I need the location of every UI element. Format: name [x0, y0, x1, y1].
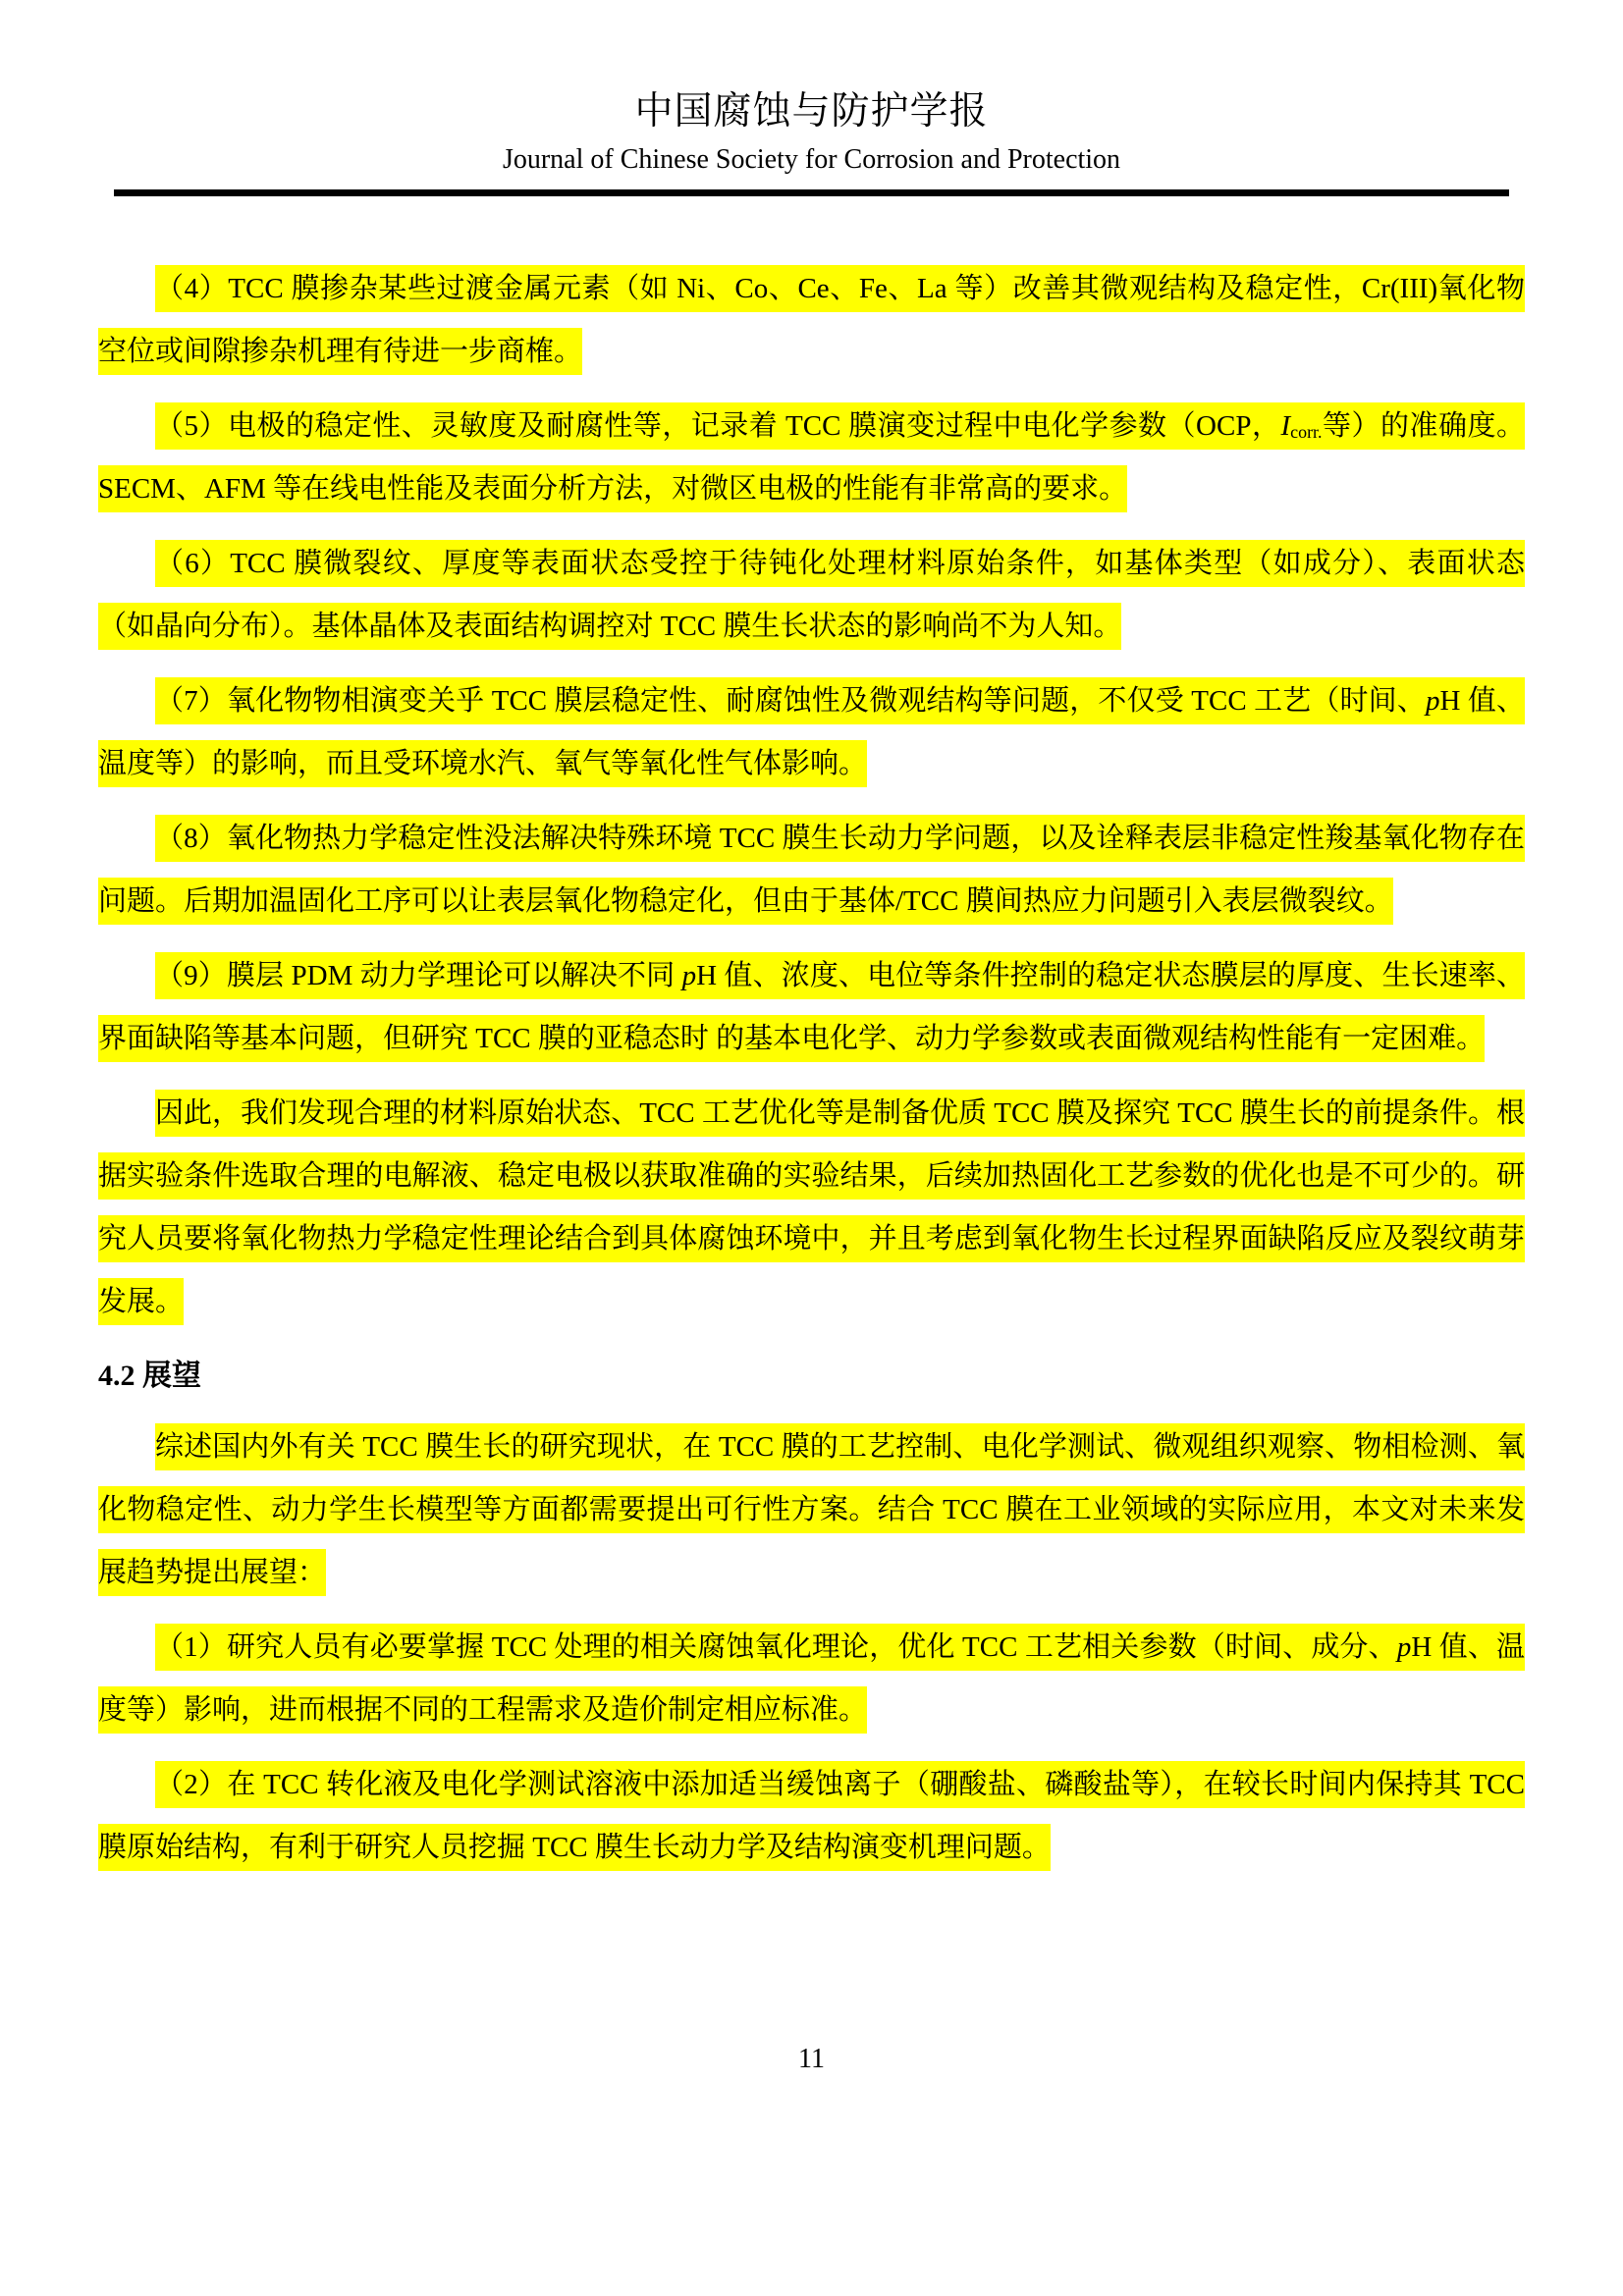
text-segment: H 值、浓度、电位等条件控制的稳定状态膜层的厚度、生长速率、界面缺陷等基本问题，但研究 TCC 膜的亚稳态时 的基本电化学、动力学参数或表面微观结构性能有一定困难。: [98, 960, 1525, 1055]
highlighted-text: [98, 402, 1525, 512]
text-segment: 因此，我们发现合理的材料原始状态、TCC 工艺优化等是制备优质 TCC 膜及探究 TCC 膜生长的前提条件。根据实验条件选取合理的电解液、稳定电极以获取准确的实验结果，后续加热固化工艺参数的优化也是不可少的。研究人员要将氧化物热力学稳定性理论结合到具体腐蚀环境中，并且考虑到氧化物生长过程界面缺陷反应及裂纹萌芽发展。: [98, 1097, 1525, 1318]
highlighted-text: [98, 677, 1525, 787]
highlighted-text: [98, 265, 1525, 375]
page-footer: [0, 2044, 1623, 2075]
highlighted-text: [98, 540, 1525, 650]
text-segment: 综述国内外有关 TCC 膜生长的研究现状，在 TCC 膜的工艺控制、电化学测试、微观组织观察、物相检测、氧化物稳定性、动力学生长模型等方面都需要提出可行性方案。结合 TCC 膜在工业领域的实际应用，本文对未来发展趋势提出展望：: [98, 1431, 1525, 1589]
journal-title-en: Journal of Chinese Society for Corrosion and Protection: [502, 143, 1121, 175]
text-segment: （9）膜层 PDM 动力学理论可以解决不同: [155, 960, 682, 992]
text-segment: （5）电极的稳定性、灵敏度及耐腐性等，记录着 TCC 膜演变过程中电化学参数（OCP，: [155, 410, 1281, 443]
paragraph: [98, 1082, 1525, 1333]
text-segment: p: [1425, 685, 1440, 718]
paragraph: [98, 669, 1525, 795]
highlighted-text: [98, 1761, 1525, 1871]
text-segment: （4）TCC 膜掺杂某些过渡金属元素（如 Ni、Co、Ce、Fe、La 等）改善其微观结构及稳定性，Cr(III)氧化物空位或间隙掺杂机理有待进一步商榷。: [98, 273, 1525, 368]
highlighted-text: [98, 952, 1525, 1062]
text-segment: H 值、温度等）的影响，而且受环境水汽、氧气等氧化性气体影响。: [98, 685, 1525, 780]
journal-header: [0, 0, 1623, 196]
page-number: 11: [798, 2044, 825, 2074]
text-segment: 等）的准确度。SECM、AFM 等在线电性能及表面分析方法，对微区电极的性能有非常高的要求。: [98, 410, 1525, 506]
highlighted-text: [98, 815, 1525, 925]
journal-title-zh: 中国腐蚀与防护学报: [634, 90, 989, 133]
text-segment: H 值、温度等）影响，进而根据不同的工程需求及造价制定相应标准。: [98, 1631, 1525, 1727]
text-segment: （7）氧化物物相演变关乎 TCC 膜层稳定性、耐腐蚀性及微观结构等问题，不仅受 TCC 工艺（时间、: [155, 685, 1426, 718]
section-heading: 4.2 展望: [98, 1360, 201, 1393]
paragraph: [98, 1616, 1525, 1741]
text-segment: （6）TCC 膜微裂纹、厚度等表面状态受控于待钝化处理材料原始条件，如基体类型（如成分）、表面状态（如晶向分布）。基体晶体及表面结构调控对 TCC 膜生长状态的影响尚不为人知。: [98, 548, 1525, 643]
document-body: [0, 196, 1623, 1879]
highlighted-text: [98, 1423, 1525, 1596]
paragraph: [98, 257, 1525, 383]
paragraph: [98, 395, 1525, 520]
paragraph: [98, 532, 1525, 658]
paragraph: [98, 1415, 1525, 1604]
text-segment: （1）研究人员有必要掌握 TCC 处理的相关腐蚀氧化理论，优化 TCC 工艺相关参数（时间、成分、: [155, 1631, 1397, 1664]
highlighted-text: [98, 1624, 1525, 1734]
highlighted-text: [98, 1090, 1525, 1325]
paragraph: [98, 807, 1525, 933]
text-segment: I: [1280, 410, 1291, 443]
text-segment: p: [1396, 1631, 1412, 1664]
header-rule: [114, 189, 1509, 196]
paragraph: [98, 944, 1525, 1070]
text-segment: （8）氧化物热力学稳定性没法解决特殊环境 TCC 膜生长动力学问题，以及诠释表层非稳定性羧基氧化物存在问题。后期加温固化工序可以让表层氧化物稳定化，但由于基体/TCC 膜间热应力问题引入表层微裂纹。: [98, 823, 1525, 918]
text-segment: corr.: [1290, 422, 1323, 443]
text-segment: （2）在 TCC 转化液及电化学测试溶液中添加适当缓蚀离子（硼酸盐、磷酸盐等），在较长时间内保持其 TCC 膜原始结构，有利于研究人员挖掘 TCC 膜生长动力学及结构演变机理问题。: [98, 1769, 1525, 1864]
paragraph: [98, 1753, 1525, 1879]
text-segment: p: [681, 960, 697, 992]
